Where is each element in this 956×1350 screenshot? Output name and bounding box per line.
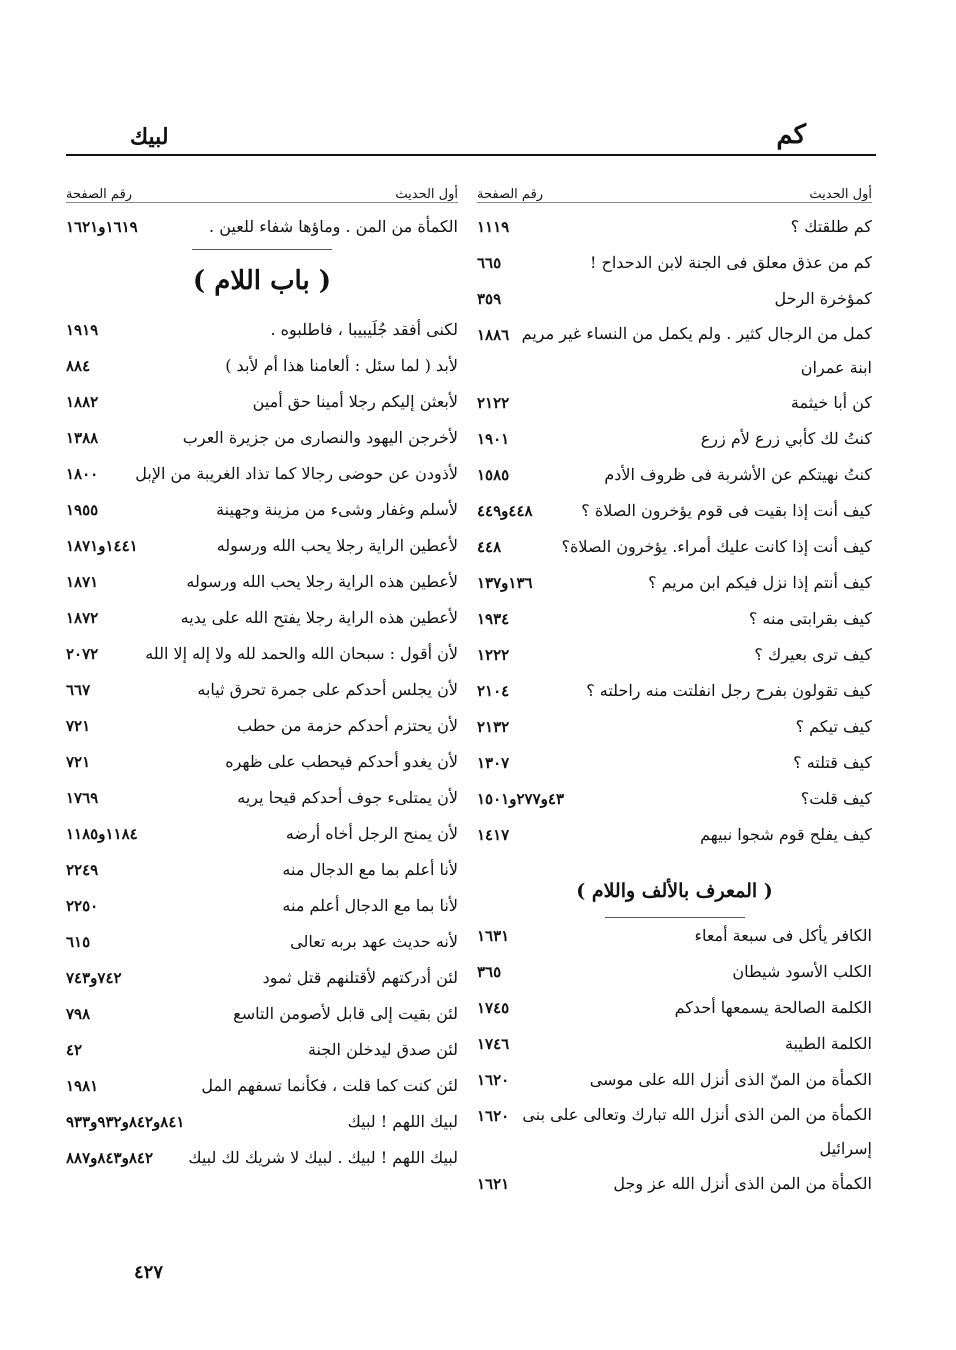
entry-page-number: ١٥٨٥ [477, 466, 510, 484]
entry-text: لأعطين الراية رجلا يحب الله ورسوله [216, 536, 458, 555]
index-entry [477, 1166, 872, 1202]
entry-text: لأن يجلس أحدكم على جمرة تحرق ثيابه [197, 680, 458, 699]
entry-page-number: ١٨٨٢ [66, 393, 99, 411]
entry-page-number: ١٧٤٥ [477, 999, 510, 1017]
page-number-label: رقم الصفحة [477, 187, 544, 202]
entry-page-number: ١٩٨١ [66, 1077, 99, 1095]
entry-text: كم من عذق معلق فى الجنة لابن الدحداح ! [590, 253, 872, 272]
entry-page-number: ١١٨٤و١١٨٥ [66, 825, 138, 843]
index-entry [477, 209, 872, 245]
entry-text: لأن يمتلىء جوف أحدكم قيحا يريه [237, 788, 458, 807]
entry-page-number: ١٨٠٠ [66, 465, 99, 483]
entry-page-number: ٢٢٤٩ [66, 861, 99, 879]
entry-text: لكنى أفقد جُلَيبيبا ، فاطلبوه . [270, 320, 458, 339]
header-right-word: كم [776, 120, 806, 150]
entry-text: لأن أقول : سبحان الله والحمد لله ولا إله إلا الله [145, 644, 458, 663]
index-entry [66, 636, 458, 672]
column-header [66, 178, 458, 203]
entry-text: كيف تقولون بفرح رجل انفلتت منه راحلته ؟ [586, 681, 872, 700]
entry-page-number: ٤٣و٢٧٧و١٥٠١ [477, 790, 565, 808]
entry-page-number: ٨٤١و٨٤٢و٩٣٢و٩٣٣ [66, 1113, 185, 1131]
index-entry [477, 317, 872, 385]
entry-text: الكمأة من المن . وماؤها شفاء للعين . [209, 217, 458, 236]
index-entry [66, 888, 458, 924]
index-entry [477, 493, 872, 529]
page-number: ٤٢٧ [134, 1262, 164, 1283]
entry-text: كمل من الرجال كثير . ولم يكمل من النساء غير مريم ابنة عمران [521, 324, 872, 377]
entry-text: كيف أنتم إذا نزل فيكم ابن مريم ؟ [648, 573, 872, 592]
index-entry [66, 384, 458, 420]
entry-page-number: ٤٤٨ [477, 538, 502, 556]
entry-page-number: ٦٦٥ [477, 254, 502, 272]
entry-page-number: ٤٤٨و٤٤٩ [477, 502, 533, 520]
index-entry [66, 744, 458, 780]
entry-page-number: ١٢٢٢ [477, 646, 510, 664]
index-entry [477, 673, 872, 709]
heading-rule [192, 249, 332, 250]
index-entry [477, 1098, 872, 1166]
index-entry [66, 420, 458, 456]
index-entry [66, 960, 458, 996]
entry-text: لأن يغدو أحدكم فيحطب على ظهره [225, 752, 458, 771]
entry-page-number: ٧٢١ [66, 717, 91, 735]
first-words-label: أول الحديث [395, 187, 458, 202]
entry-text: لأخرجن اليهود والنصارى من جزيرة العرب [182, 428, 458, 447]
index-entry [477, 954, 872, 990]
index-entry [66, 996, 458, 1032]
index-entry [477, 709, 872, 745]
index-entry [66, 1068, 458, 1104]
entry-page-number: ٦٦٧ [66, 681, 91, 699]
entry-text: كمؤخرة الرحل [774, 289, 872, 308]
entry-text: لئن صدق ليدخلن الجنة [307, 1040, 458, 1059]
index-entry [477, 385, 872, 421]
entry-text: كيف أنت إذا بقيت فى قوم يؤخرون الصلاة ؟ [581, 501, 872, 520]
column-header [477, 178, 872, 203]
entry-page-number: ١٩١٩ [66, 321, 99, 339]
page-header [66, 118, 876, 156]
index-entry [477, 529, 872, 565]
index-entry [477, 457, 872, 493]
entry-page-number: ١٣٦و١٣٧ [477, 574, 533, 592]
entry-text: لأبعثن إليكم رجلا أمينا حق أمين [252, 392, 458, 411]
entry-page-number: ٢٠٧٢ [66, 645, 99, 663]
entry-text: لأن يمنح الرجل أخاه أرضه [285, 824, 458, 843]
entry-page-number: ١٩٥٥ [66, 501, 99, 519]
index-entry [66, 1140, 458, 1176]
index-entry [477, 421, 872, 457]
entry-page-number: ١٣٠٧ [477, 754, 510, 772]
index-entry [66, 600, 458, 636]
entry-page-number: ٧٢١ [66, 753, 91, 771]
entry-text: الكلمة الطيبة [784, 1034, 872, 1053]
index-entry [66, 312, 458, 348]
entry-page-number: ١٣٨٨ [66, 429, 99, 447]
index-entry [66, 708, 458, 744]
entry-text: لأذودن عن حوضى رجالا كما تذاد الغريبة من الإبل [135, 464, 458, 483]
entry-text: لئن بقيت إلى قابل لأصومن التاسع [233, 1004, 458, 1023]
right-column [477, 178, 872, 1202]
entry-page-number: ١٨٧١ [66, 573, 99, 591]
index-entry [477, 990, 872, 1026]
entry-text: كيف قلت؟ [800, 789, 872, 808]
entry-text: الكمأة من المنّ الذى أنزل الله على موسى [589, 1070, 872, 1089]
entry-text: الكمأة من المن الذى أنزل الله عز وجل [613, 1174, 872, 1193]
entry-text: لأنه حديث عهد بربه تعالى [290, 932, 458, 951]
entry-text: لبيك اللهم ! لبيك [347, 1112, 458, 1131]
section-subheading: ( المعرف بالألف واللام ) [576, 880, 773, 902]
index-entry [66, 209, 458, 245]
index-entry [66, 348, 458, 384]
entry-page-number: ٦١٥ [66, 933, 91, 951]
index-entry [477, 565, 872, 601]
left-column [66, 178, 458, 1176]
index-entry [477, 817, 872, 853]
entry-text: لئن كنت كما قلت ، فكأنما تسفهم المل [201, 1076, 458, 1095]
entry-text: لأنا أعلم بما مع الدجال منه [282, 860, 458, 879]
entry-text: كيف ترى بعيرك ؟ [754, 645, 872, 664]
entry-page-number: ١٩٠١ [477, 430, 510, 448]
entry-page-number: ٢١٢٢ [477, 394, 510, 412]
entry-page-number: ٢٢٥٠ [66, 897, 99, 915]
entry-page-number: ١٦٢٠ [477, 1071, 510, 1089]
index-entry [66, 852, 458, 888]
index-entry [477, 918, 872, 954]
entry-page-number: ٨٨٤ [66, 357, 91, 375]
index-entry [477, 781, 872, 817]
entry-text: كن أبا خيثمة [790, 393, 872, 412]
entry-text: كيف قتلته ؟ [793, 753, 872, 772]
index-entry [477, 745, 872, 781]
section-heading: ( باب اللام ) [192, 266, 332, 296]
index-entry [66, 1032, 458, 1068]
index-entry [477, 245, 872, 281]
entry-text: الكافر يأكل فى سبعة أمعاء [694, 926, 872, 945]
entry-page-number: ٣٦٥ [477, 963, 502, 981]
entry-text: كم طلقتك ؟ [790, 217, 872, 236]
entry-text: لأبد ( لما سئل : ألعامنا هذا أم لأبد ) [225, 356, 458, 375]
index-entry [66, 924, 458, 960]
entry-text: كنتُ لك كأبي زرع لأم زرع [700, 429, 872, 448]
index-entry [66, 672, 458, 708]
entry-text: لأعطين هذه الراية رجلا يفتح الله على يديه [180, 608, 458, 627]
entry-text: لأعطين هذه الراية رجلا يحب الله ورسوله [186, 572, 458, 591]
entry-page-number: ١١١٩ [477, 218, 510, 236]
entry-page-number: ١٦١٩و١٦٢١ [66, 218, 138, 236]
index-entry [477, 637, 872, 673]
entry-page-number: ١٩٣٤ [477, 610, 510, 628]
entry-page-number: ١٤٤١و١٨٧١ [66, 537, 138, 555]
entry-page-number: ١٦٢٠ [477, 1107, 510, 1125]
entry-page-number: ١٦٢١ [477, 1175, 510, 1193]
index-entry [477, 1026, 872, 1062]
entry-page-number: ٧٩٨ [66, 1005, 91, 1023]
entry-text: لئن أدركتهم لأقتلنهم قتل ثمود [262, 968, 458, 987]
entry-page-number: ١٨٨٦ [477, 326, 510, 344]
entry-page-number: ١٧٦٩ [66, 789, 99, 807]
entry-page-number: ١٧٤٦ [477, 1035, 510, 1053]
entry-text: لبيك اللهم ! لبيك . لبيك لا شريك لك لبيك [188, 1148, 458, 1167]
entry-text: الكلب الأسود شيطان [732, 962, 872, 981]
entry-text: كيف تيكم ؟ [795, 717, 872, 736]
index-entry [66, 456, 458, 492]
index-entry [477, 601, 872, 637]
entry-text: الكلمة الصالحة يسمعها أحدكم [674, 998, 872, 1017]
entry-page-number: ١٨٧٢ [66, 609, 99, 627]
index-entry [66, 528, 458, 564]
entry-page-number: ١٤١٧ [477, 826, 510, 844]
index-entry [66, 564, 458, 600]
index-entry [66, 816, 458, 852]
entry-page-number: ٢١٣٢ [477, 718, 510, 736]
index-entry [66, 780, 458, 816]
entry-page-number: ٣٥٩ [477, 290, 502, 308]
entry-page-number: ١٦٣١ [477, 927, 510, 945]
entry-text: لأسلم وغفار وشىء من مزينة وجهينة [216, 500, 458, 519]
entry-text: لأنا بما مع الدجال أعلم منه [282, 896, 458, 915]
index-entry [477, 1062, 872, 1098]
entry-page-number: ٢١٠٤ [477, 682, 510, 700]
entry-text: كنتُ نهيتكم عن الأشربة فى ظروف الأدم [604, 465, 872, 484]
entry-text: كيف يفلح قوم شجوا نبيهم [700, 825, 872, 844]
index-entry [66, 1104, 458, 1140]
index-entry [66, 492, 458, 528]
first-words-label: أول الحديث [809, 187, 872, 202]
header-left-word: لبيك [130, 124, 169, 150]
index-entry [477, 281, 872, 317]
page-number-label: رقم الصفحة [66, 187, 133, 202]
entry-page-number: ٤٢ [66, 1041, 83, 1059]
entry-page-number: ٨٤٢و٨٤٣و٨٨٧ [66, 1149, 154, 1167]
entry-text: لأن يحتزم أحدكم حزمة من حطب [237, 716, 458, 735]
entry-text: الكمأة من المن الذى أنزل الله تبارك وتعالى على بنى إسرائيل [522, 1105, 872, 1158]
entry-text: كيف بقرابتى منه ؟ [748, 609, 872, 628]
entry-page-number: ٧٤٢و٧٤٣ [66, 969, 122, 987]
entry-text: كيف أنت إذا كانت عليك أمراء. يؤخرون الصلاة؟ [561, 537, 872, 556]
